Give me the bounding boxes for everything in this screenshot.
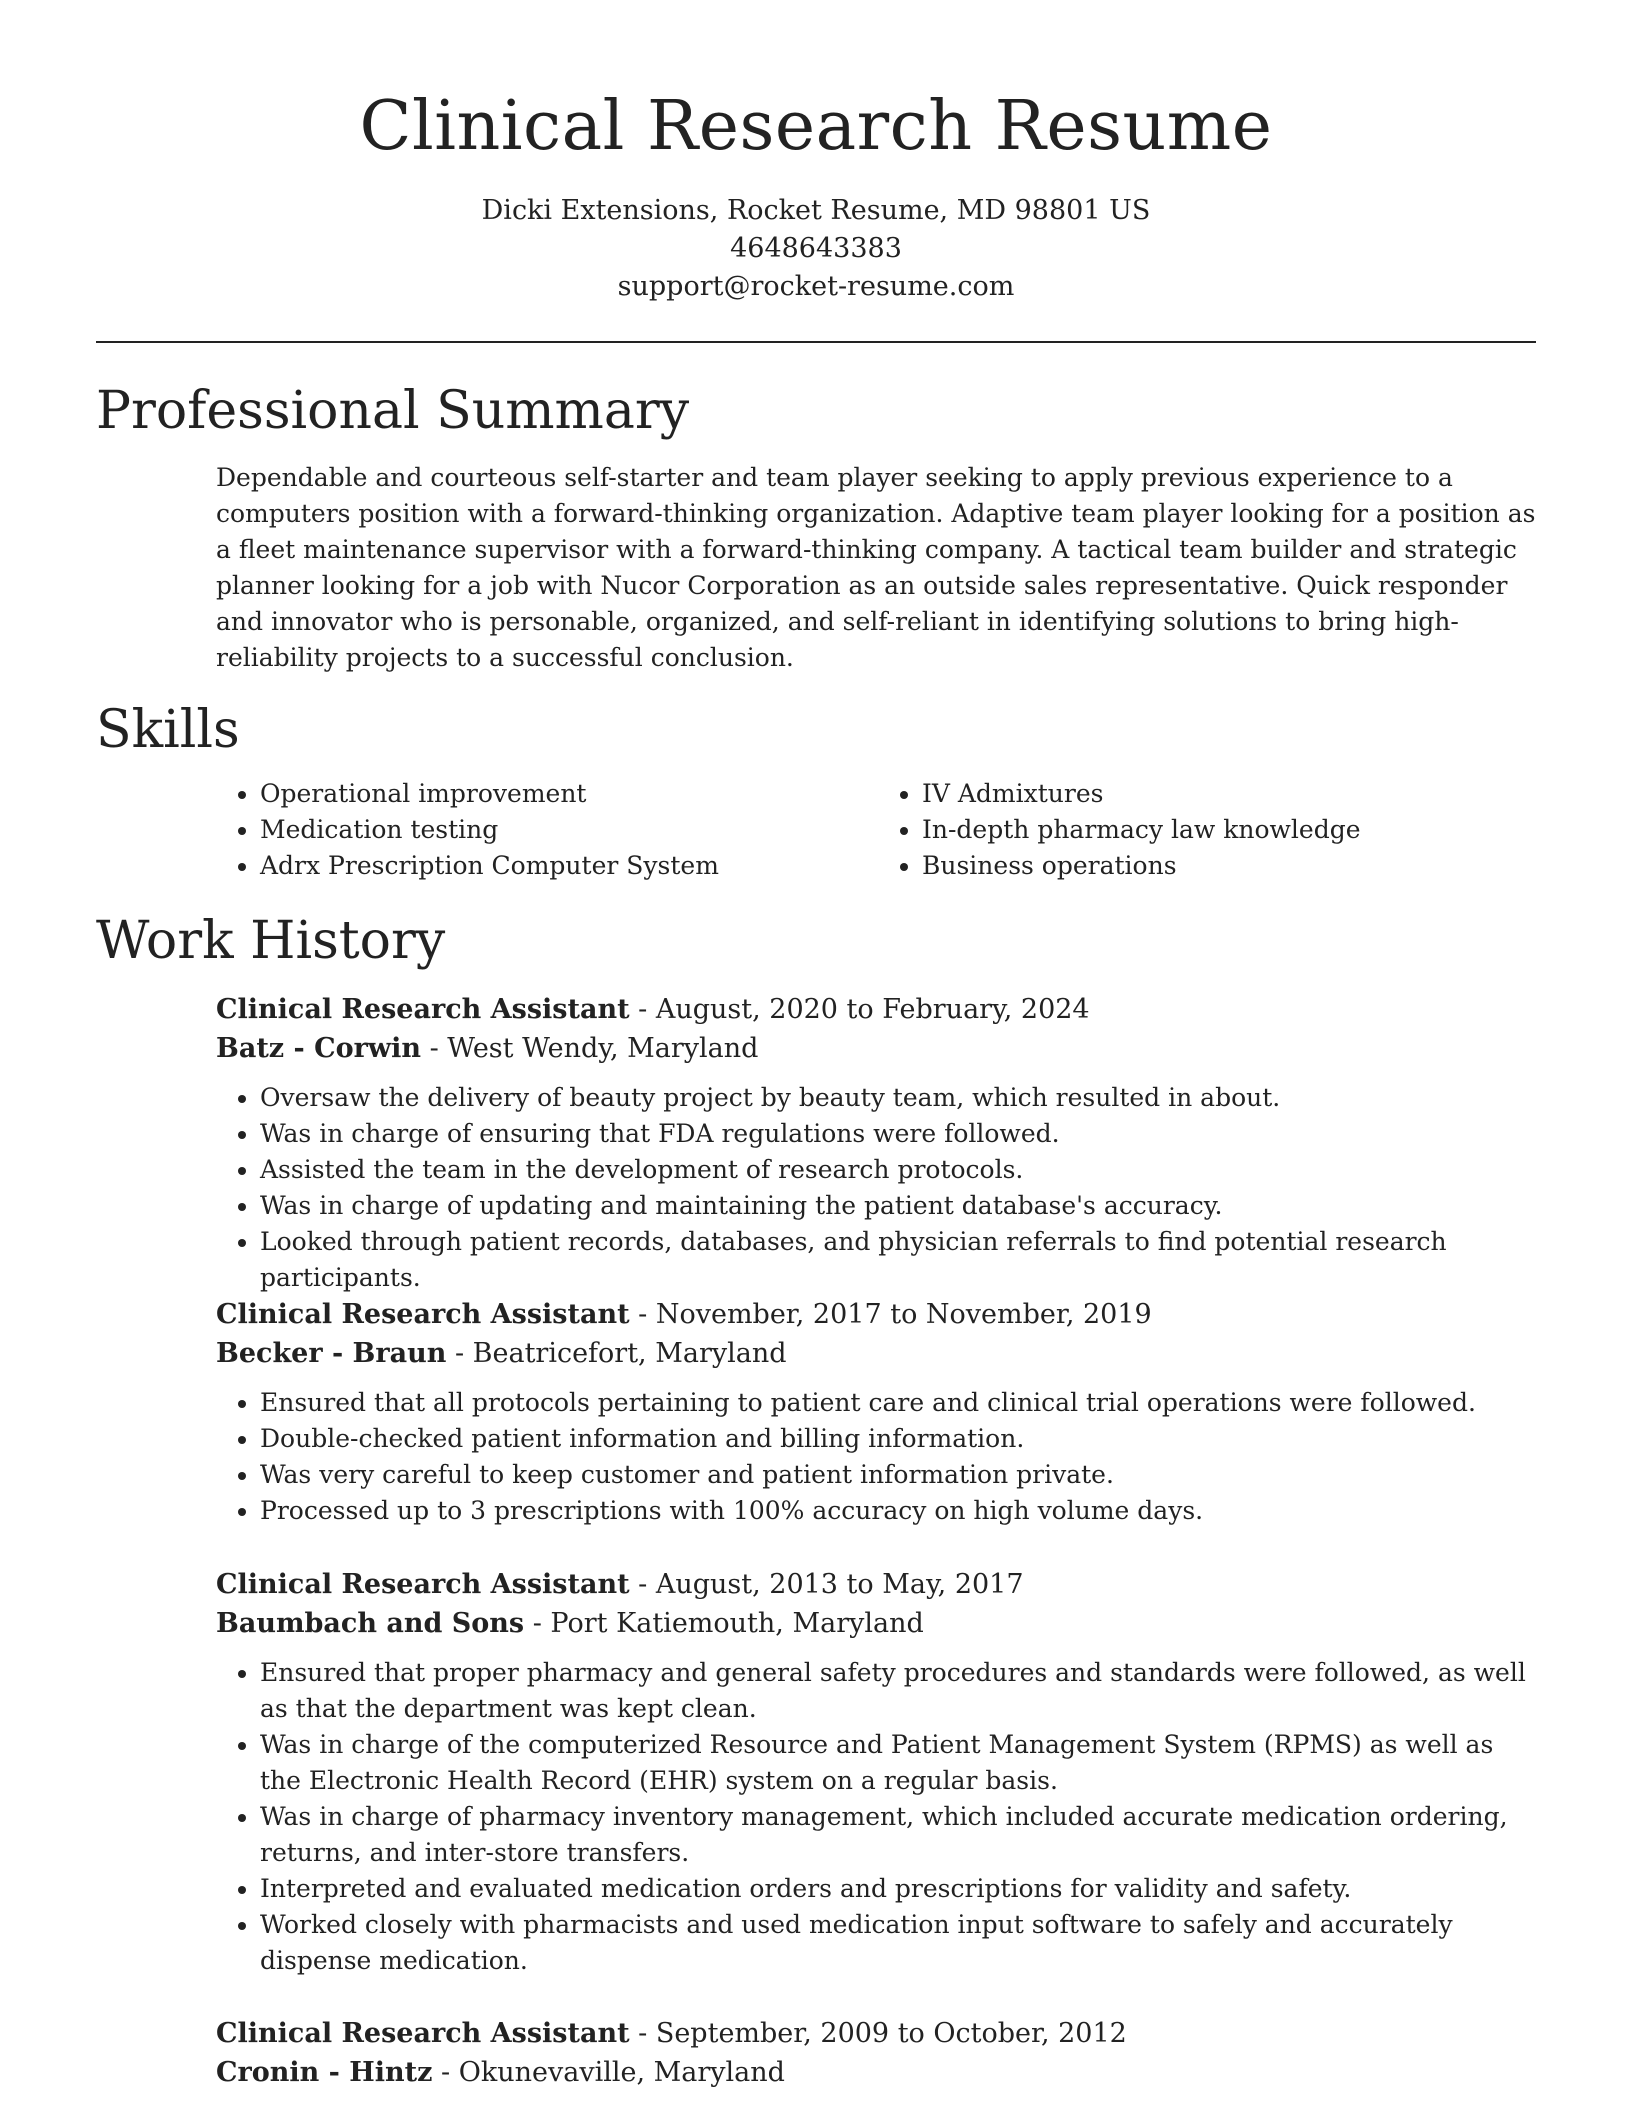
- job-bullet: • Was in charge of updating and maintaining the patient database's accuracy.: [260, 1188, 1540, 1224]
- job-company: Becker - Braun: [216, 1338, 447, 1369]
- job-entry: [216, 2014, 1540, 2092]
- skill-item: • Business operations: [922, 848, 1540, 884]
- job-title-line: [216, 1565, 1540, 1604]
- job-bullets: [216, 1655, 1540, 1979]
- job-title-line: [216, 990, 1540, 1029]
- job-company-line: [216, 2053, 1540, 2092]
- job-bullet: • Worked closely with pharmacists and used medication input software to safely and accurately dispense medication.: [260, 1907, 1540, 1979]
- header-divider: [96, 341, 1536, 343]
- summary-text: Dependable and courteous self-starter and team player seeking to apply previous experience to a computers position with a forward-thinking organization. Adaptive team player looking for a position as a fleet maintenance supervisor with a forward-thinking company. A tactical team builder and strategic planner looking for a job with Nucor Corporation as an outside sales representative. Quick responder and innovator who is personable, organized, and self-reliant in identifying solutions to bring high-reliability projects to a successful conclusion.: [216, 463, 1536, 672]
- job-bullet: • Was very careful to keep customer and patient information private.: [260, 1457, 1540, 1493]
- job-bullets: [216, 1385, 1540, 1529]
- job-title-line: [216, 2014, 1540, 2053]
- job-role: Clinical Research Assistant: [216, 1299, 630, 1330]
- job-bullet: • Double-checked patient information and billing information.: [260, 1421, 1540, 1457]
- job-bullet: • Was in charge of ensuring that FDA regulations were followed.: [260, 1116, 1540, 1152]
- contact-email: support@rocket-resume.com: [617, 271, 1015, 302]
- job-location: - West Wendy, Maryland: [420, 1033, 759, 1064]
- skill-item: • IV Admixtures: [922, 776, 1540, 812]
- job-bullets: [216, 1080, 1540, 1296]
- job-company-line: [216, 1604, 1540, 1643]
- contact-phone: 4648643383: [730, 233, 902, 264]
- skills-list: [216, 776, 1540, 884]
- resume-title: Clinical Research Resume: [359, 87, 1273, 166]
- job-bullet: • Interpreted and evaluated medication orders and prescriptions for validity and safety.: [260, 1871, 1540, 1907]
- job-company-line: [216, 1029, 1540, 1068]
- job-dates: - September, 2009 to October, 2012: [629, 2018, 1127, 2049]
- skill-item: • Medication testing: [260, 812, 878, 848]
- job-location: - Beatricefort, Maryland: [446, 1338, 787, 1369]
- resume-header: [0, 0, 1632, 306]
- job-bullet: • Ensured that all protocols pertaining to patient care and clinical trial operations were followed.: [260, 1385, 1540, 1421]
- job-dates: - November, 2017 to November, 2019: [629, 1299, 1152, 1330]
- section-title-summary: Professional Summary: [96, 381, 690, 441]
- skill-item: • Adrx Prescription Computer System: [260, 848, 878, 884]
- job-title-line: [216, 1295, 1540, 1334]
- skills-column-left: [216, 776, 878, 884]
- job-company: Cronin - Hintz: [216, 2057, 433, 2088]
- job-bullet: • Oversaw the delivery of beauty project by beauty team, which resulted in about.: [260, 1080, 1540, 1116]
- job-entry: [216, 1295, 1540, 1529]
- section-title-skills: Skills: [96, 700, 240, 760]
- job-bullet: • Looked through patient records, databases, and physician referrals to find potential research participants.: [260, 1224, 1540, 1296]
- contact-block: [0, 192, 1632, 306]
- job-role: Clinical Research Assistant: [216, 994, 630, 1025]
- job-company: Baumbach and Sons: [216, 1608, 525, 1639]
- skill-item: • In-depth pharmacy law knowledge: [922, 812, 1540, 848]
- skill-item: • Operational improvement: [260, 776, 878, 812]
- job-dates: - August, 2020 to February, 2024: [629, 994, 1090, 1025]
- summary-block: [216, 460, 1540, 676]
- job-company-line: [216, 1334, 1540, 1373]
- job-bullet: • Ensured that proper pharmacy and general safety procedures and standards were followed, as well as that the department was kept clean.: [260, 1655, 1540, 1727]
- job-role: Clinical Research Assistant: [216, 2018, 630, 2049]
- job-role: Clinical Research Assistant: [216, 1569, 630, 1600]
- job-entry: [216, 990, 1540, 1296]
- job-entry: [216, 1565, 1540, 1979]
- section-title-work-history: Work History: [96, 911, 446, 971]
- job-bullet: • Processed up to 3 prescriptions with 100% accuracy on high volume days.: [260, 1493, 1540, 1529]
- job-dates: - August, 2013 to May, 2017: [629, 1569, 1024, 1600]
- job-location: - Port Katiemouth, Maryland: [524, 1608, 924, 1639]
- job-bullet: • Was in charge of pharmacy inventory management, which included accurate medication ordering, returns, and inter-store transfers.: [260, 1799, 1540, 1871]
- skills-column-right: [878, 776, 1540, 884]
- job-company: Batz - Corwin: [216, 1033, 421, 1064]
- job-location: - Okunevaville, Maryland: [432, 2057, 785, 2088]
- job-bullet: • Assisted the team in the development of research protocols.: [260, 1152, 1540, 1188]
- job-bullet: • Was in charge of the computerized Resource and Patient Management System (RPMS) as well as the Electronic Health Record (EHR) system on a regular basis.: [260, 1727, 1540, 1799]
- contact-address: Dicki Extensions, Rocket Resume, MD 98801 US: [481, 195, 1151, 226]
